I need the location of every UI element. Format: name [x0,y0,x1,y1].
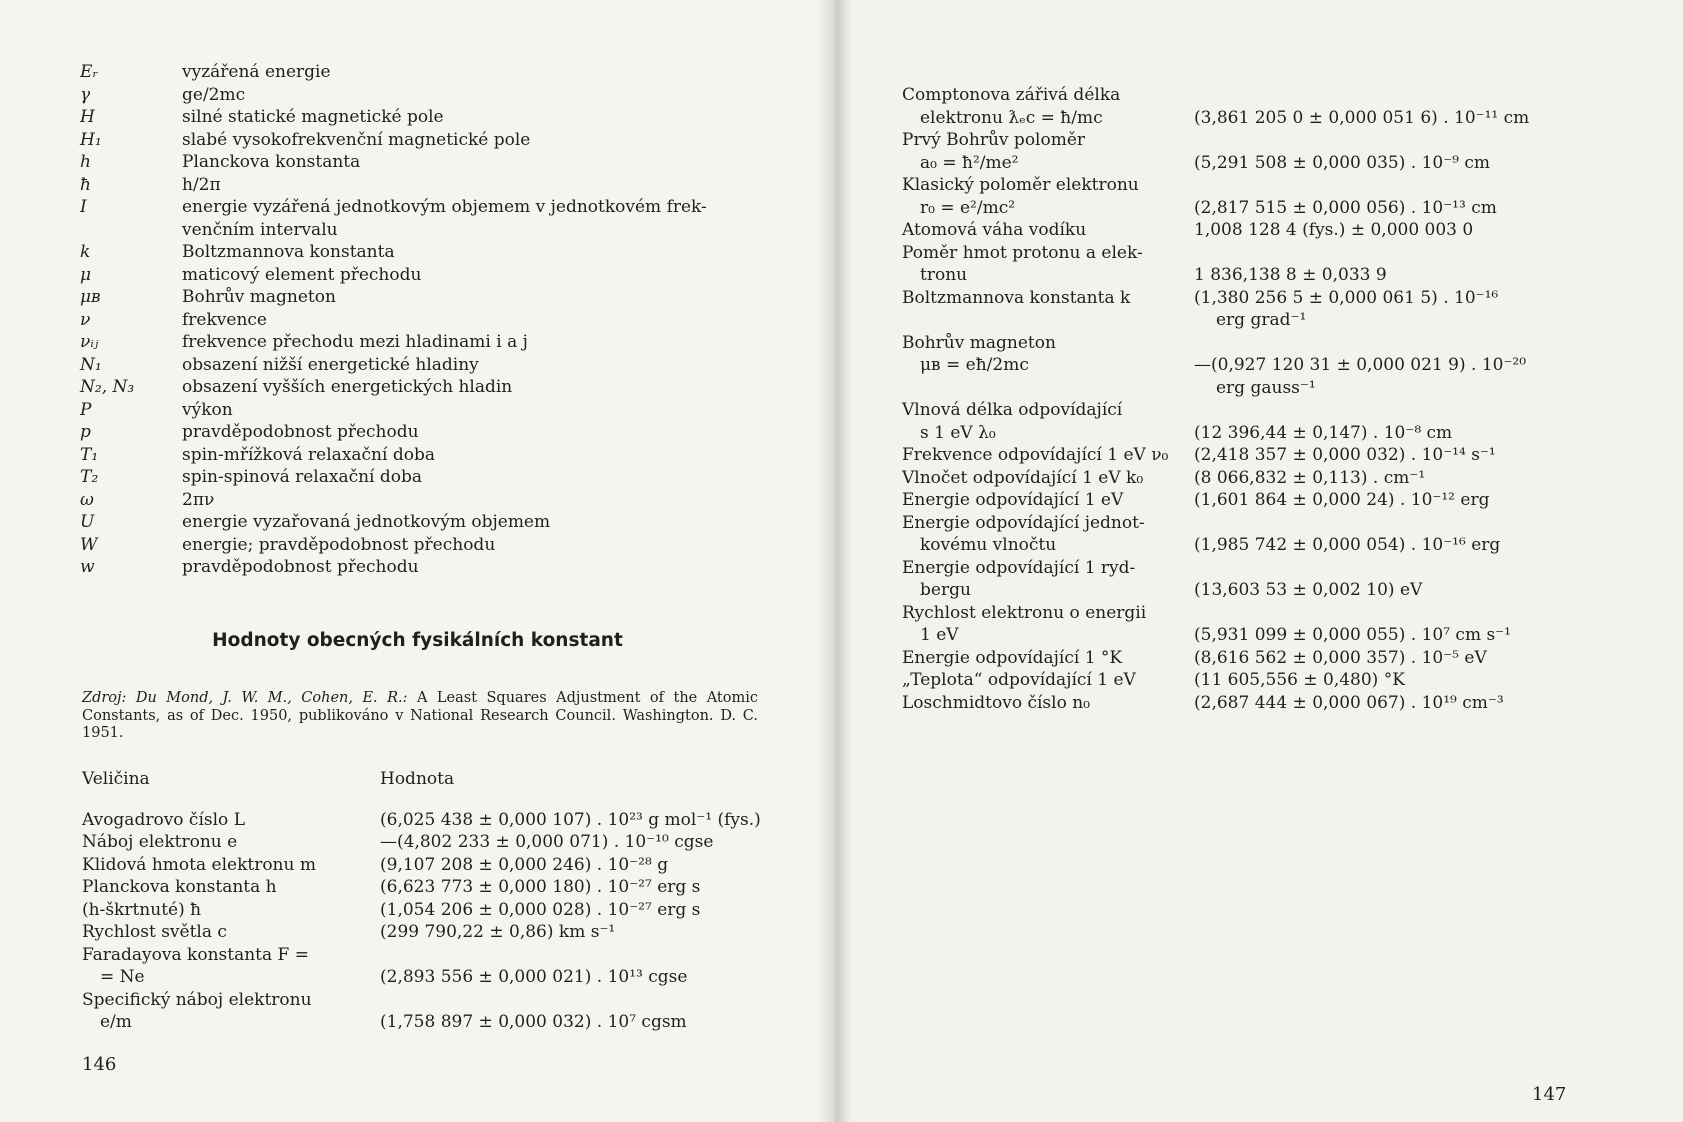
value-cell: (5,291 508 ± 0,000 035) . 10⁻⁹ cm [1194,152,1491,173]
table-row [902,489,1582,512]
symbol: γ [80,84,91,105]
source-authors: Zdroj: Du Mond, J. W. M., Cohen, E. R.: [82,690,408,706]
symbol: P [80,399,92,420]
quantity-cell: μʙ = eħ/2mc [920,355,1029,375]
table-row [902,377,1582,400]
table-row [902,174,1582,197]
table-row [82,831,782,854]
symbol-description: energie; pravděpodobnost přechodu [182,534,496,555]
header-value: Hodnota [380,769,455,789]
table-row [82,966,782,989]
symbol-description: obsazení vyšších energetických hladin [182,377,513,397]
symbol-description: spin-mřížková relaxační doba [182,444,435,465]
symbol-row [80,219,780,242]
quantity-cell [902,309,1194,332]
quantity-cell: Energie odpovídající 1 ryd- [902,557,1136,578]
quantity-cell: Frekvence odpovídající 1 eV ν₀ [902,445,1169,465]
table-row [902,647,1582,670]
table-row [902,669,1582,692]
quantity-cell [902,377,1194,400]
quantity-cell: Energie odpovídající 1 eV [902,490,1124,510]
symbol-row [80,84,780,107]
table-row [82,989,782,1012]
symbol-description: pravděpodobnost přechodu [182,557,419,577]
symbol: N₁ [80,354,102,375]
symbol-row [80,444,780,467]
quantity-cell: = Ne [100,967,145,987]
quantity-cell: Specifický náboj elektronu [82,989,312,1010]
table-row [82,854,782,877]
symbol: h [80,152,91,172]
value-cell: (2,817 515 ± 0,000 056) . 10⁻¹³ cm [1194,197,1497,218]
quantity-cell: Vlnočet odpovídající 1 eV k₀ [902,467,1144,488]
quantity-cell: bergu [920,580,971,600]
value-cell: (1,601 864 ± 0,000 24) . 10⁻¹² erg [1194,490,1490,510]
symbol: p [80,422,91,442]
symbol: k [80,242,91,262]
quantity-cell: Boltzmannova konstanta k [902,287,1131,308]
symbol-description: Bohrův magneton [182,287,336,307]
value-cell [1194,129,1582,152]
quantity-cell: 1 eV [920,625,959,645]
symbol-row [80,61,780,84]
table-row [902,129,1582,152]
symbol-row [80,174,780,197]
table-row [82,944,782,967]
table-row [82,1011,782,1034]
quantity-cell: (h-škrtnuté) ħ [82,899,202,920]
symbol: Eᵣ [80,62,99,82]
symbol: μʙ [80,287,101,307]
table-row [82,876,782,899]
symbol-list [80,61,780,579]
table-row [902,84,1582,107]
value-cell: (5,931 099 ± 0,000 055) . 10⁷ cm s⁻¹ [1194,625,1511,645]
symbol-description: pravděpodobnost přechodu [182,422,419,442]
left-page [0,0,835,1122]
symbol-row [80,466,780,489]
symbol: U [80,512,95,532]
symbol-row [80,556,780,579]
table-row [902,332,1582,355]
source-citation [82,690,758,743]
value-cell: (299 790,22 ± 0,86) km s⁻¹ [380,922,616,942]
quantity-cell: Faradayova konstanta F = [82,944,309,965]
quantity-cell: Bohrův magneton [902,332,1056,353]
value-cell: —(0,927 120 31 ± 0,000 021 9) . 10⁻²⁰ [1194,355,1527,375]
symbol-description: silné statické magnetické pole [182,107,444,127]
symbol-row [80,511,780,534]
symbol: W [80,534,98,555]
table-row [902,309,1582,332]
value-cell: (3,861 205 0 ± 0,000 051 6) . 10⁻¹¹ cm [1194,107,1530,128]
quantity-cell: Rychlost elektronu o energii [902,602,1147,623]
value-cell: (1,380 256 5 ± 0,000 061 5) . 10⁻¹⁶ [1194,287,1499,308]
symbol: ν [80,309,91,330]
symbol-description: h/2π [182,174,221,195]
quantity-cell: Rychlost světla c [82,922,227,942]
value-cell: (8 066,832 ± 0,113) . cm⁻¹ [1194,467,1426,488]
value-cell: erg gauss⁻¹ [1216,377,1316,398]
table-row [902,512,1582,535]
table-row [902,354,1582,377]
quantity-cell: r₀ = e²/mc² [920,197,1016,218]
symbol [80,219,182,242]
symbol: T₂ [80,467,99,487]
table-row [902,579,1582,602]
page-number-left: 146 [82,1054,117,1075]
quantity-cell: Avogadrovo číslo L [82,809,245,830]
value-cell: —(4,802 233 ± 0,000 071) . 10⁻¹⁰ cgse [380,832,714,852]
table-row [902,602,1582,625]
symbol: N₂, N₃ [80,377,135,397]
value-cell [380,944,782,967]
value-cell: 1,008 128 4 (fys.) ± 0,000 003 0 [1194,220,1474,240]
value-cell: (12 396,44 ± 0,147) . 10⁻⁸ cm [1194,422,1453,443]
symbol-description: výkon [182,399,233,420]
constants-table-right [902,84,1582,714]
quantity-cell: Atomová váha vodíku [902,220,1087,240]
value-cell: erg grad⁻¹ [1216,310,1307,330]
value-cell [1194,399,1582,422]
table-row [902,422,1582,445]
table-row [902,534,1582,557]
value-cell: (1,758 897 ± 0,000 032) . 10⁷ cgsm [380,1012,687,1032]
quantity-cell: Energie odpovídající jednot- [902,512,1145,533]
symbol-description: frekvence [182,309,267,330]
symbol-description: spin-spinová relaxační doba [182,467,423,487]
table-row [902,197,1582,220]
book-gutter [818,0,852,1122]
table-row [902,399,1582,422]
value-cell [1194,557,1582,580]
table-row [902,624,1582,647]
symbol-description: Planckova konstanta [182,152,361,172]
source-rest: A Least Squares Adjustment of the Atomic Constants, as of Dec. 1950, publikováno v National Research Council. Washington. D. C. 1951. [82,690,758,741]
value-cell [1194,332,1582,355]
symbol-description: frekvence přechodu mezi hladinami i a j [182,332,528,352]
table-row [82,899,782,922]
quantity-cell: s 1 eV λ₀ [920,422,996,443]
quantity-cell: Náboj elektronu e [82,832,238,852]
symbol-row [80,421,780,444]
value-cell [1194,174,1582,197]
symbol-row [80,241,780,264]
symbol-row [80,309,780,332]
quantity-cell: Prvý Bohrův poloměr [902,130,1086,150]
symbol: μ [80,264,92,285]
table-row [82,809,782,832]
quantity-cell: Planckova konstanta h [82,877,277,897]
quantity-cell: „Teplota“ odpovídající 1 eV [902,670,1136,690]
symbol-description: maticový element přechodu [182,264,422,285]
value-cell: (9,107 208 ± 0,000 246) . 10⁻²⁸ g [380,854,669,875]
symbol-row [80,286,780,309]
value-cell: (2,687 444 ± 0,000 067) . 10¹⁹ cm⁻³ [1194,692,1504,713]
symbol-row [80,376,780,399]
value-cell [1194,84,1582,107]
table-row [82,921,782,944]
symbol: H₁ [80,129,102,150]
table-header [82,768,782,791]
value-cell: (6,025 438 ± 0,000 107) . 10²³ g mol⁻¹ (fys.) [380,809,761,830]
symbol-row [80,196,780,219]
value-cell: (6,623 773 ± 0,000 180) . 10⁻²⁷ erg s [380,877,701,897]
table-row [902,444,1582,467]
table-row [902,287,1582,310]
value-cell [1194,512,1582,535]
value-cell: (2,893 556 ± 0,000 021) . 10¹³ cgse [380,967,688,987]
table-row [902,264,1582,287]
value-cell: (1,054 206 ± 0,000 028) . 10⁻²⁷ erg s [380,899,701,920]
value-cell [1194,602,1582,625]
table-row [902,107,1582,130]
symbol: νᵢⱼ [80,332,99,352]
quantity-cell: Klasický poloměr elektronu [902,175,1139,195]
quantity-cell: elektronu ƛₑc = ħ/mc [920,107,1103,128]
quantity-cell: Energie odpovídající 1 °K [902,647,1123,668]
symbol-description: vyzářená energie [182,62,331,82]
symbol-description: venčním intervalu [182,219,338,240]
symbol: I [80,197,87,217]
page-number-right: 147 [1532,1084,1567,1105]
table-row [902,467,1582,490]
symbol-description: energie vyzařovaná jednotkovým objemem [182,512,551,532]
symbol-row [80,534,780,557]
symbol-description: energie vyzářená jednotkovým objemem v jednotkovém frek- [182,197,707,217]
quantity-cell: Poměr hmot protonu a elek- [902,242,1143,263]
symbol-description: 2πν [182,489,215,510]
symbol: ħ [80,174,91,195]
value-cell [1194,242,1582,265]
constants-table-left [82,768,782,1034]
quantity-cell: Loschmidtovo číslo n₀ [902,692,1090,713]
symbol: T₁ [80,444,99,465]
symbol-row [80,354,780,377]
section-title: Hodnoty obecných fysikálních konstant [212,630,623,651]
symbol-description: obsazení nižší energetické hladiny [182,354,479,375]
table-row [902,152,1582,175]
quantity-cell: Klidová hmota elektronu m [82,854,316,875]
symbol: w [80,557,95,577]
value-cell: (8,616 562 ± 0,000 357) . 10⁻⁵ eV [1194,647,1487,668]
table-row [902,557,1582,580]
symbol-description: slabé vysokofrekvenční magnetické pole [182,129,531,150]
value-cell: (11 605,556 ± 0,480) °K [1194,670,1405,690]
table-row [902,219,1582,242]
quantity-cell: e/m [100,1012,132,1032]
value-cell: (1,985 742 ± 0,000 054) . 10⁻¹⁶ erg [1194,535,1501,555]
value-cell: 1 836,138 8 ± 0,033 9 [1194,265,1387,285]
table-row [902,242,1582,265]
symbol-row [80,129,780,152]
symbol: H [80,107,95,127]
symbol-row [80,489,780,512]
symbol-row [80,331,780,354]
symbol-row [80,106,780,129]
symbol-description: Boltzmannova konstanta [182,242,395,262]
quantity-cell: Comptonova zářivá délka [902,85,1121,105]
value-cell: (2,418 357 ± 0,000 032) . 10⁻¹⁴ s⁻¹ [1194,445,1496,465]
header-quantity: Veličina [82,769,150,789]
symbol-row [80,151,780,174]
quantity-cell: kovému vlnočtu [920,535,1057,555]
symbol-row [80,399,780,422]
symbol-description: ge/2mc [182,84,246,105]
value-cell [380,989,782,1012]
value-cell: (13,603 53 ± 0,002 10) eV [1194,580,1423,600]
quantity-cell: tronu [920,265,968,285]
quantity-cell: a₀ = ħ²/me² [920,152,1019,173]
symbol-row [80,264,780,287]
quantity-cell: Vlnová délka odpovídající [902,400,1123,420]
table-row [902,692,1582,715]
symbol: ω [80,489,94,510]
